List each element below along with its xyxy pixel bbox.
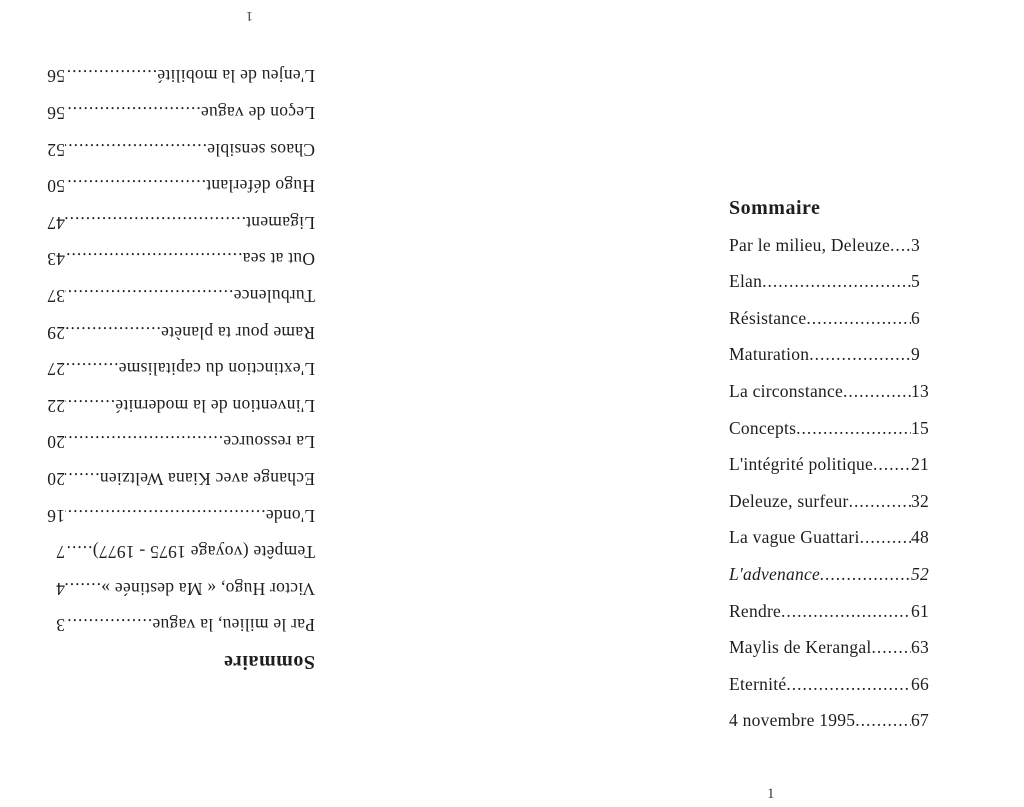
toc-entry-inner	[65, 534, 315, 571]
toc-entry-inner	[729, 666, 911, 703]
toc-entry-label: L'invention de la modernité	[115, 395, 315, 416]
toc-entry-label: Maylis de Kerangal	[729, 637, 872, 658]
toc-entry-page: 20	[47, 469, 65, 490]
toc-entry-label: Elan	[729, 271, 763, 292]
left-toc-title: Sommaire	[223, 651, 315, 673]
toc-entry	[729, 593, 944, 630]
toc-entry-inner	[65, 387, 315, 424]
toc-entry	[37, 607, 315, 644]
toc-entry-page: 6	[911, 307, 920, 328]
toc-entry	[729, 410, 944, 447]
toc-entry-page: 37	[47, 286, 65, 307]
toc-entry	[729, 629, 944, 666]
toc-leader-dots	[65, 497, 266, 534]
toc-entry-label: L'extinction du capitalisme	[118, 359, 315, 380]
toc-entry	[37, 351, 315, 388]
toc-entry-page: 63	[911, 637, 929, 658]
toc-entry	[37, 424, 315, 461]
toc-entry-inner	[65, 204, 315, 241]
toc-entry-inner	[729, 702, 911, 739]
toc-entry-label: 4 novembre 1995	[729, 710, 856, 731]
toc-leader-dots	[65, 314, 161, 351]
toc-entry	[37, 460, 315, 497]
toc-entry-inner	[65, 607, 315, 644]
toc-entry	[729, 519, 944, 556]
toc-entry-page: 13	[911, 380, 929, 401]
right-page-folio: 1	[767, 786, 775, 802]
toc-entry	[729, 336, 944, 373]
toc-leader-dots	[65, 460, 100, 497]
toc-leader-dots	[65, 570, 101, 607]
toc-entry	[37, 241, 315, 278]
toc-entry-label: Echange avec Kiana Weltzien	[99, 469, 315, 490]
toc-entry-inner	[65, 131, 315, 168]
toc-leader-dots	[855, 702, 911, 739]
toc-entry-label: L'onde	[265, 505, 315, 526]
toc-entry-label: Turbulence	[233, 286, 315, 307]
toc-entry-page: 43	[47, 249, 65, 270]
toc-entry-inner	[65, 351, 315, 388]
toc-entry-inner	[729, 410, 911, 447]
toc-entry-page: 29	[47, 322, 65, 343]
toc-leader-dots	[872, 629, 911, 666]
toc-entry	[729, 446, 944, 483]
toc-entry-label: Chaos sensible	[206, 139, 315, 160]
toc-entry	[729, 300, 944, 337]
toc-entry	[729, 556, 944, 593]
toc-entry-label: Rame pour ta planète	[160, 322, 315, 343]
toc-entry-inner	[65, 314, 315, 351]
toc-entry-inner	[729, 373, 911, 410]
toc-entry-label: La circonstance	[729, 380, 844, 401]
toc-entry-page: 27	[47, 359, 65, 380]
toc-leader-dots	[65, 168, 206, 205]
toc-entry-inner	[729, 336, 911, 373]
toc-leader-dots	[65, 58, 157, 95]
toc-entry-label: Tempête (voyage 1975 - 1977)	[92, 542, 315, 563]
toc-entry-page: 32	[911, 490, 929, 511]
toc-entry-inner	[65, 241, 315, 278]
toc-entry-page: 5	[911, 271, 920, 292]
toc-entry	[37, 58, 315, 95]
toc-entry	[729, 666, 944, 703]
toc-entry-label: Victor Hugo, « Ma destinée »	[101, 578, 315, 599]
toc-entry-page: 66	[911, 673, 929, 694]
toc-entry-label: L'intégrité politique	[729, 454, 873, 475]
toc-leader-dots	[65, 131, 207, 168]
toc-entry-page: 52	[911, 563, 929, 584]
toc-entry-page: 22	[47, 395, 65, 416]
toc-entry-inner	[65, 95, 315, 132]
toc-leader-dots	[890, 227, 911, 264]
toc-entry	[37, 314, 315, 351]
toc-entry-label: Eternité	[729, 673, 787, 694]
toc-leader-dots	[849, 483, 911, 520]
toc-entry-inner	[729, 263, 911, 300]
toc-entry	[37, 95, 315, 132]
toc-entry-label: Par le milieu, la vague	[152, 615, 315, 636]
toc-leader-dots	[65, 95, 201, 132]
toc-leader-dots	[781, 593, 911, 630]
toc-entry	[37, 277, 315, 314]
toc-entry-page: 15	[911, 417, 929, 438]
toc-entry-inner	[729, 300, 911, 337]
toc-entry-label: Par le milieu, Deleuze	[729, 234, 890, 255]
toc-entry-inner	[729, 446, 911, 483]
toc-leader-dots	[796, 410, 911, 447]
toc-entry-label: Rendre	[729, 600, 782, 621]
toc-entry	[729, 373, 944, 410]
toc-entry-page: 52	[47, 139, 65, 160]
toc-entry-label: Ligament	[245, 212, 315, 233]
toc-entry	[37, 497, 315, 534]
toc-entry-page: 56	[47, 66, 65, 87]
toc-entry	[37, 204, 315, 241]
toc-entry-page: 48	[911, 527, 929, 548]
toc-leader-dots	[65, 277, 233, 314]
toc-entry-label: Maturation	[729, 344, 810, 365]
toc-entry-page: 16	[47, 505, 65, 526]
toc-leader-dots	[65, 204, 246, 241]
left-page-folio: 1	[246, 8, 253, 23]
toc-entry-inner	[729, 483, 911, 520]
toc-leader-dots	[65, 351, 118, 388]
right-toc-list	[729, 227, 944, 739]
right-page-toc	[729, 190, 944, 739]
toc-entry-label: Deleuze, surfeur	[729, 490, 849, 511]
toc-leader-dots	[762, 263, 911, 300]
toc-entry-page: 3	[911, 234, 920, 255]
toc-entry-label: L'enjeu de la mobilité	[157, 66, 315, 87]
toc-entry	[37, 570, 315, 607]
toc-entry-page: 7	[56, 542, 65, 563]
toc-leader-dots	[65, 241, 243, 278]
toc-leader-dots	[65, 534, 92, 571]
toc-entry-page: 56	[47, 103, 65, 124]
toc-entry-inner	[65, 168, 315, 205]
toc-entry-page: 50	[47, 176, 65, 197]
toc-entry-label: Leçon de vague	[200, 103, 315, 124]
toc-entry-page: 47	[47, 212, 65, 233]
toc-entry-label: Concepts	[729, 417, 797, 438]
toc-entry-inner	[65, 424, 315, 461]
right-toc-title: Sommaire	[729, 197, 821, 219]
toc-entry-page: 21	[911, 454, 929, 475]
toc-entry-inner	[65, 460, 315, 497]
left-page-toc	[37, 57, 315, 680]
toc-entry-page: 20	[47, 432, 65, 453]
toc-leader-dots	[65, 387, 115, 424]
toc-leader-dots	[806, 300, 911, 337]
toc-entry-inner	[729, 227, 911, 264]
toc-entry-label: L'advenance	[729, 563, 821, 584]
toc-leader-dots	[65, 607, 152, 644]
toc-leader-dots	[809, 336, 911, 373]
toc-entry-inner	[729, 593, 911, 630]
toc-entry-label: La ressource	[223, 432, 315, 453]
toc-entry-inner	[729, 519, 911, 556]
left-toc-list	[37, 58, 315, 644]
toc-entry-inner	[729, 556, 911, 593]
toc-entry	[37, 534, 315, 571]
toc-entry	[37, 387, 315, 424]
toc-entry-label: La vague Guattari	[729, 527, 860, 548]
toc-leader-dots	[65, 424, 223, 461]
toc-entry-inner	[65, 570, 315, 607]
toc-entry	[729, 483, 944, 520]
toc-entry	[37, 131, 315, 168]
toc-leader-dots	[786, 666, 911, 703]
toc-entry	[729, 227, 944, 264]
toc-entry-label: Résistance	[729, 307, 807, 328]
toc-entry-page: 61	[911, 600, 929, 621]
toc-leader-dots	[873, 446, 911, 483]
toc-entry-page: 9	[911, 344, 920, 365]
toc-leader-dots	[820, 556, 911, 593]
toc-entry-label: Out at sea	[242, 249, 315, 270]
toc-entry	[729, 263, 944, 300]
toc-entry	[37, 168, 315, 205]
toc-entry-page: 67	[911, 710, 929, 731]
toc-entry-label: Hugo déferlant	[206, 176, 315, 197]
toc-entry	[729, 702, 944, 739]
toc-entry-inner	[65, 497, 315, 534]
toc-leader-dots	[860, 519, 911, 556]
toc-entry-page: 3	[56, 615, 65, 636]
toc-leader-dots	[843, 373, 911, 410]
toc-entry-page: 4	[56, 578, 65, 599]
toc-entry-inner	[65, 277, 315, 314]
toc-entry-inner	[65, 58, 315, 95]
toc-entry-inner	[729, 629, 911, 666]
